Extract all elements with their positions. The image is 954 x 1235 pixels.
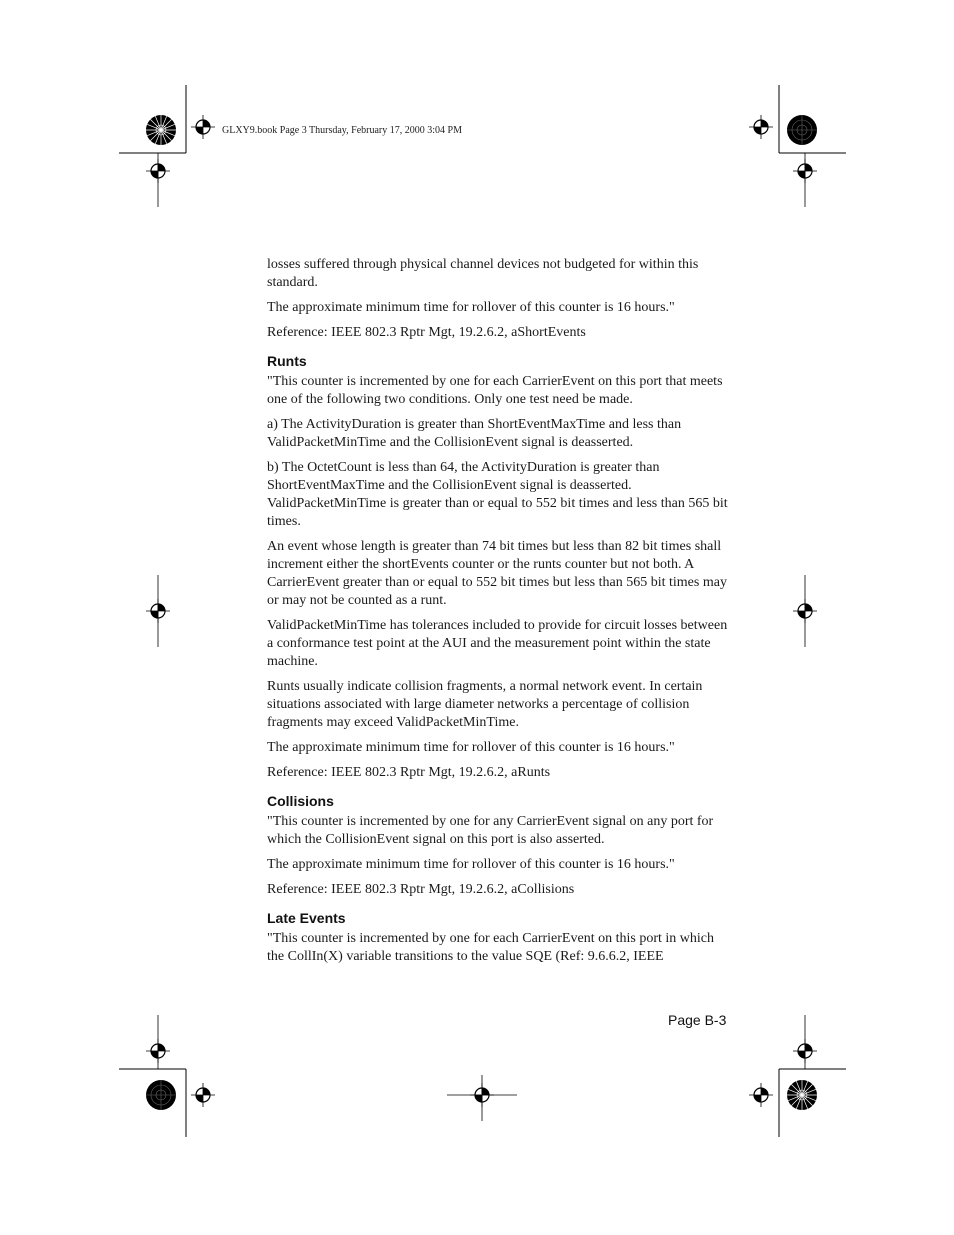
registration-mark	[191, 1083, 215, 1107]
starburst-mark-top-right	[787, 115, 817, 145]
starburst-mark-bottom-left	[146, 1080, 176, 1110]
section-heading-late-events: Late Events	[267, 910, 346, 926]
starburst-mark-bottom-right	[787, 1080, 817, 1110]
paragraph: An event whose length is greater than 74 bit times but less than 82 bit times shall increment either the shortEvents counter or the runts counter but not both. A CarrierEvent greater than or equal to 552 bit times but less than 565 bit times may or may not be counted as a runt.	[267, 539, 727, 608]
paragraph: Runts usually indicate collision fragments, a normal network event. In certain situations associated with large diameter networks a percentage of collision fragments may exceed ValidPacketMinTime.	[267, 679, 703, 730]
paragraph: The approximate minimum time for rollover of this counter is 16 hours."	[267, 740, 675, 755]
paragraph: The approximate minimum time for rollover of this counter is 16 hours."	[267, 857, 675, 872]
reference-line: Reference: IEEE 802.3 Rptr Mgt, 19.2.6.2, aShortEvents	[267, 325, 586, 340]
paragraph: "This counter is incremented by one for any CarrierEvent signal on any port for which the CollisionEvent signal on this port is also asserted.	[267, 814, 714, 847]
paragraph: "This counter is incremented by one for each CarrierEvent on this port that meets one of the following two conditions. Only one test need be made.	[267, 374, 723, 407]
registration-mark	[749, 115, 773, 139]
page-body	[267, 256, 729, 973]
starburst-mark-top-left	[146, 115, 176, 145]
registration-mark	[749, 1083, 773, 1107]
registration-mark	[191, 115, 215, 139]
paragraph: ValidPacketMinTime has tolerances included to provide for circuit losses between a conformance test point at the AUI and the measurement point within the state machine.	[267, 618, 728, 669]
reference-line: Reference: IEEE 802.3 Rptr Mgt, 19.2.6.2, aCollisions	[267, 882, 575, 897]
reference-line: Reference: IEEE 802.3 Rptr Mgt, 19.2.6.2, aRunts	[267, 765, 551, 780]
section-heading-runts: Runts	[267, 353, 307, 369]
paragraph: b) The OctetCount is less than 64, the ActivityDuration is greater than ShortEventMaxTime and the CollisionEvent signal is deasserted. ValidPacketMinTime is greater than or equal to 552 bit times and less than 565 bit times.	[267, 460, 728, 529]
section-heading-collisions: Collisions	[267, 793, 334, 809]
paragraph: losses suffered through physical channel devices not budgeted for within this standard.	[267, 257, 699, 290]
paragraph: a) The ActivityDuration is greater than ShortEventMaxTime and less than ValidPacketMinTime and the CollisionEvent signal is deasserted.	[267, 417, 682, 450]
book-slug-line: GLXY9.book Page 3 Thursday, February 17, 2000 3:04 PM	[222, 125, 462, 136]
page-number: Page B-3	[668, 1012, 727, 1028]
paragraph: The approximate minimum time for rollover of this counter is 16 hours."	[267, 300, 675, 315]
paragraph: "This counter is incremented by one for each CarrierEvent on this port in which the CollIn(X) variable transitions to the value SQE (Ref: 9.6.6.2, IEEE	[267, 931, 714, 964]
